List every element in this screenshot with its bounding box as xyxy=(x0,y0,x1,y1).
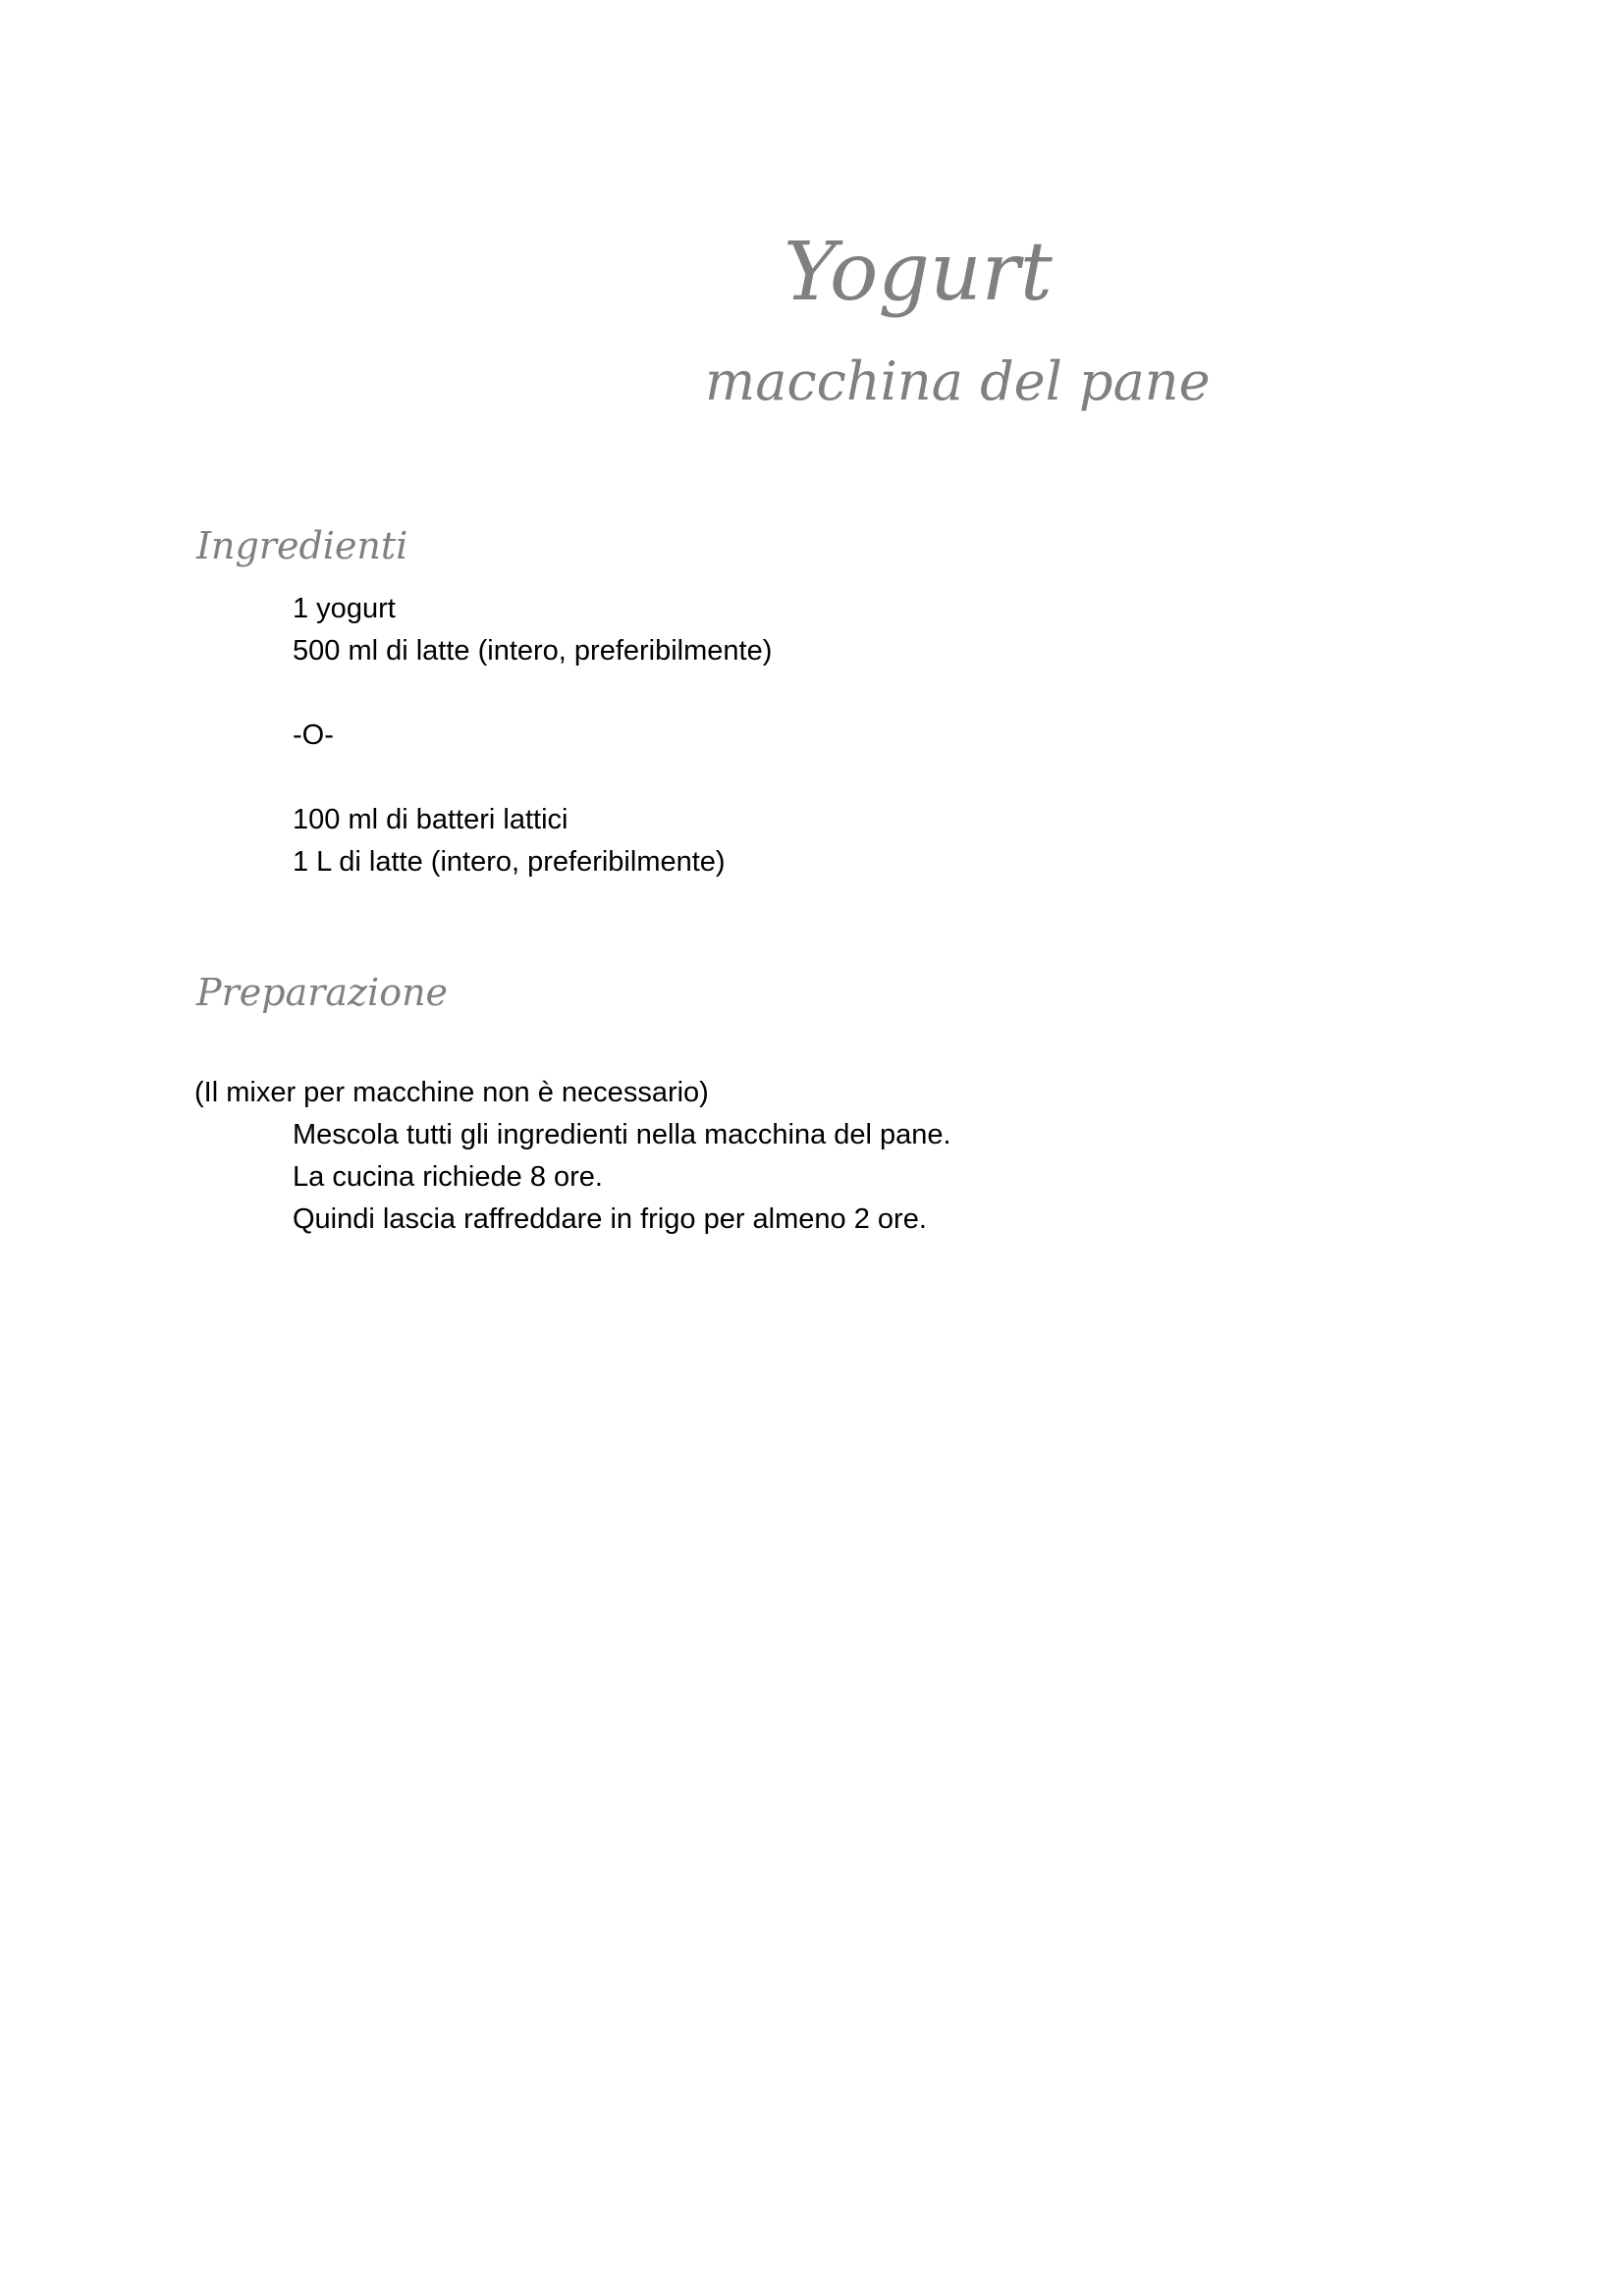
preparation-step: Mescola tutti gli ingredienti nella macchina del pane. xyxy=(293,1119,951,1150)
ingredient-line: 1 L di latte (intero, preferibilmente) xyxy=(293,846,726,878)
ingredient-line: 500 ml di latte (intero, preferibilmente) xyxy=(293,635,773,667)
ingredients-heading: Ingredienti xyxy=(196,524,408,567)
recipe-subtitle: macchina del pane xyxy=(705,350,1211,412)
preparation-step: La cucina richiede 8 ore. xyxy=(293,1161,603,1193)
preparation-note: (Il mixer per macchine non è necessario) xyxy=(194,1077,709,1108)
ingredient-line: 100 ml di batteri lattici xyxy=(293,804,568,835)
ingredient-separator: -O- xyxy=(293,720,334,751)
preparation-step: Quindi lascia raffreddare in frigo per almeno 2 ore. xyxy=(293,1203,927,1235)
preparation-heading: Preparazione xyxy=(196,971,449,1014)
recipe-title: Yogurt xyxy=(784,226,1053,319)
ingredient-line: 1 yogurt xyxy=(293,593,396,624)
